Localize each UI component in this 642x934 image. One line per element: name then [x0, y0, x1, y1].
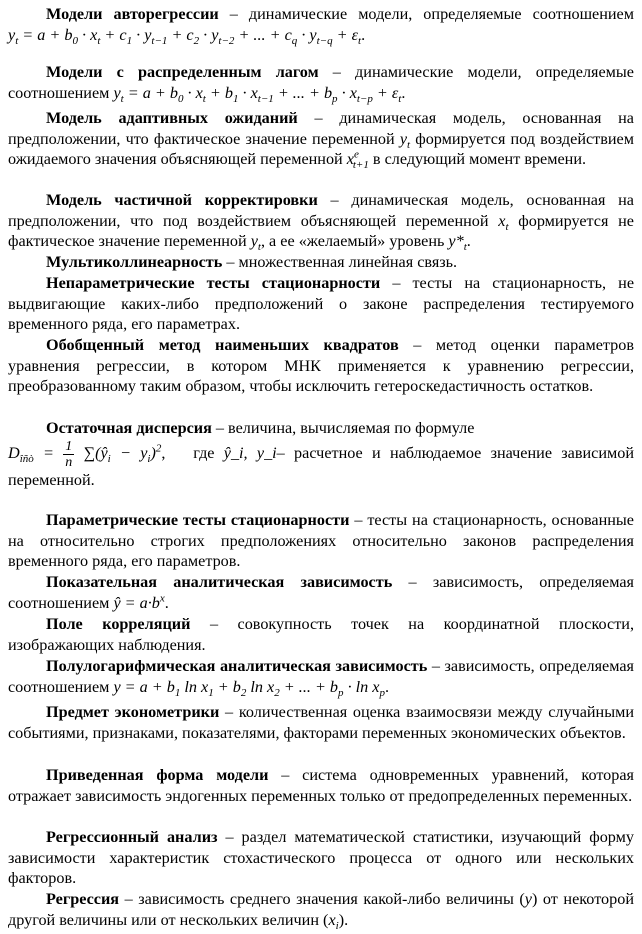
entry-gls: Обобщенный метод наименьших квадратов – метод оценки параметров уравнения регрессии, в котором МНК применяется к уравнению регрессии, преобразованному таким образом, чтобы исключить гетероскедастичность остатков. [8, 336, 634, 395]
entry-nonparametric-tests: Непараметрические тесты стационарности – тесты на стационарность, не выдвигающие каких-либо предположений о законе распределения тестируемого временного ряда, его параметрах. [8, 274, 635, 333]
entry-reduced-form: Приведенная форма модели – система одновременных уравнений, которая отражает зависимость эндогенных переменных только от предопределенных переменных. [8, 766, 635, 805]
term: Мультиколлинеарность [46, 253, 223, 271]
term: Полулогарифмическая аналитическая зависимость [46, 657, 428, 675]
term: Поле корреляций [46, 615, 191, 633]
term: Остаточная дисперсия [46, 419, 212, 437]
entry-multicollinearity: Мультиколлинеарность – множественная линейная связь. [46, 253, 458, 271]
term: Непараметрические тесты стационарности [46, 274, 381, 292]
term: Регрессия [46, 890, 120, 908]
term: Показательная аналитическая зависимость [46, 573, 393, 591]
term: Регрессионный анализ [46, 828, 218, 846]
term: Модели авторегрессии [46, 5, 219, 23]
entry-exponential-dependence: Показательная аналитическая зависимость – зависимость, определяемая соотношением ŷ = $a\cdot b^x$. [8, 573, 634, 612]
term: Параметрические тесты стационарности [46, 511, 350, 529]
entry-regression: Регрессия – зависимость среднего значения какой-либо величины (y) от некоторой другой величины или от нескольких величин $(x_i)$. [8, 890, 634, 932]
entry-autoregression: Модели авторегрессии – динамические модели, определяемые соотношением $y_t = a + b_0 \cdot x_t + c_1 \cdot y_{t-1} + c_2 \cdot y_{t-2}$ + ... + $c_q \cdot y_{t-q} + \varepsilon_t$. [8, 5, 634, 47]
term: Обобщенный метод наименьших квадратов [46, 336, 399, 354]
entry-residual-variance: Остаточная дисперсия – величина, вычисляемая по формуле $D_{îñò}$ = $\frac{1}{n}$ $\sum(ŷ_i - y_i)^2$, где ŷ_i, y_i– расчетное и наблюдаемое значение зависимой переменной. [8, 419, 635, 489]
formula: $y_t = a + b_0 \cdot x_t + c_1 \cdot y_{t-1} + c_2 \cdot y_{t-2}$ + ... + $c_q \cdot y_{t-q} + \varepsilon_t$ [8, 25, 362, 47]
entry-regression-analysis: Регрессионный анализ – раздел математической статистики, изучающий форму зависимости характеристик стохастического процесса от одного или нескольких факторов. [8, 828, 634, 887]
formula: $D_{îñò}$ = $\frac{1}{n}$ $\sum(ŷ_i - y_i)^2$ [8, 438, 162, 470]
formula: $y = a + b_1$ $\ln x_1 + b_2$ $\ln x_2$ + ... + $b_p \cdot \ln x_p$ [113, 677, 385, 699]
entry-econometrics-subject: Предмет эконометрики – количественная оценка взаимосвязи между случайными событиями, признаками, показателями, факторами переменных экономических объектов. [8, 703, 634, 742]
formula: ŷ = $a\cdot b^x$ [113, 592, 165, 612]
term: Модель частичной корректировки [46, 191, 318, 209]
entry-adaptive-expectations: Модель адаптивных ожиданий – динамическая модель, основанная на предположении, что фактическое значение переменной $y_t$ формируется под воздействием ожидаемого значения объясняющей переменной $x^e_{t+1}$ в следующий момент времени. [8, 109, 634, 172]
entry-semilog-dependence: Полулогарифмическая аналитическая зависимость – зависимость, определяемая соотношением $y = a + b_1$ $\ln x_1 + b_2$ $\ln x_2$ + ... + $b_p \cdot \ln x_p$. [8, 657, 634, 699]
entry-distributed-lag: Модели с распределенным лагом – динамические модели, определяемые соотношением $y_t = a + b_0 \cdot x_t + b_1 \cdot x_{t-1}$ + ... + $b_p \cdot x_{t-p} + \varepsilon_t$. [8, 63, 634, 105]
term: Приведенная форма модели [46, 766, 269, 784]
formula: $y_t = a + b_0 \cdot x_t + b_1 \cdot x_{t-1}$ + ... + $b_p \cdot x_{t-p} + \varepsilon_t$ [113, 83, 402, 105]
entry-partial-adjustment: Модель частичной корректировки – динамическая модель, основанная на предположении, что под воздействием объясняющей переменной $x_t$ формируется не фактическое значение переменной $y_t$, а ее «желаемый» уровень $y*_t$. [8, 191, 634, 254]
entry-correlation-field: Поле корреляций – совокупность точек на координатной плоскости, изображающих наблюдения. [8, 615, 634, 654]
term: Модель адаптивных ожиданий [46, 109, 298, 127]
entry-parametric-tests: Параметрические тесты стационарности – тесты на стационарность, основанные на относительно строгих предположениях относительно законов распределения временного ряда, его параметров. [8, 511, 634, 570]
term: Модели с распределенным лагом [46, 63, 319, 81]
term: Предмет эконометрики [46, 703, 220, 721]
